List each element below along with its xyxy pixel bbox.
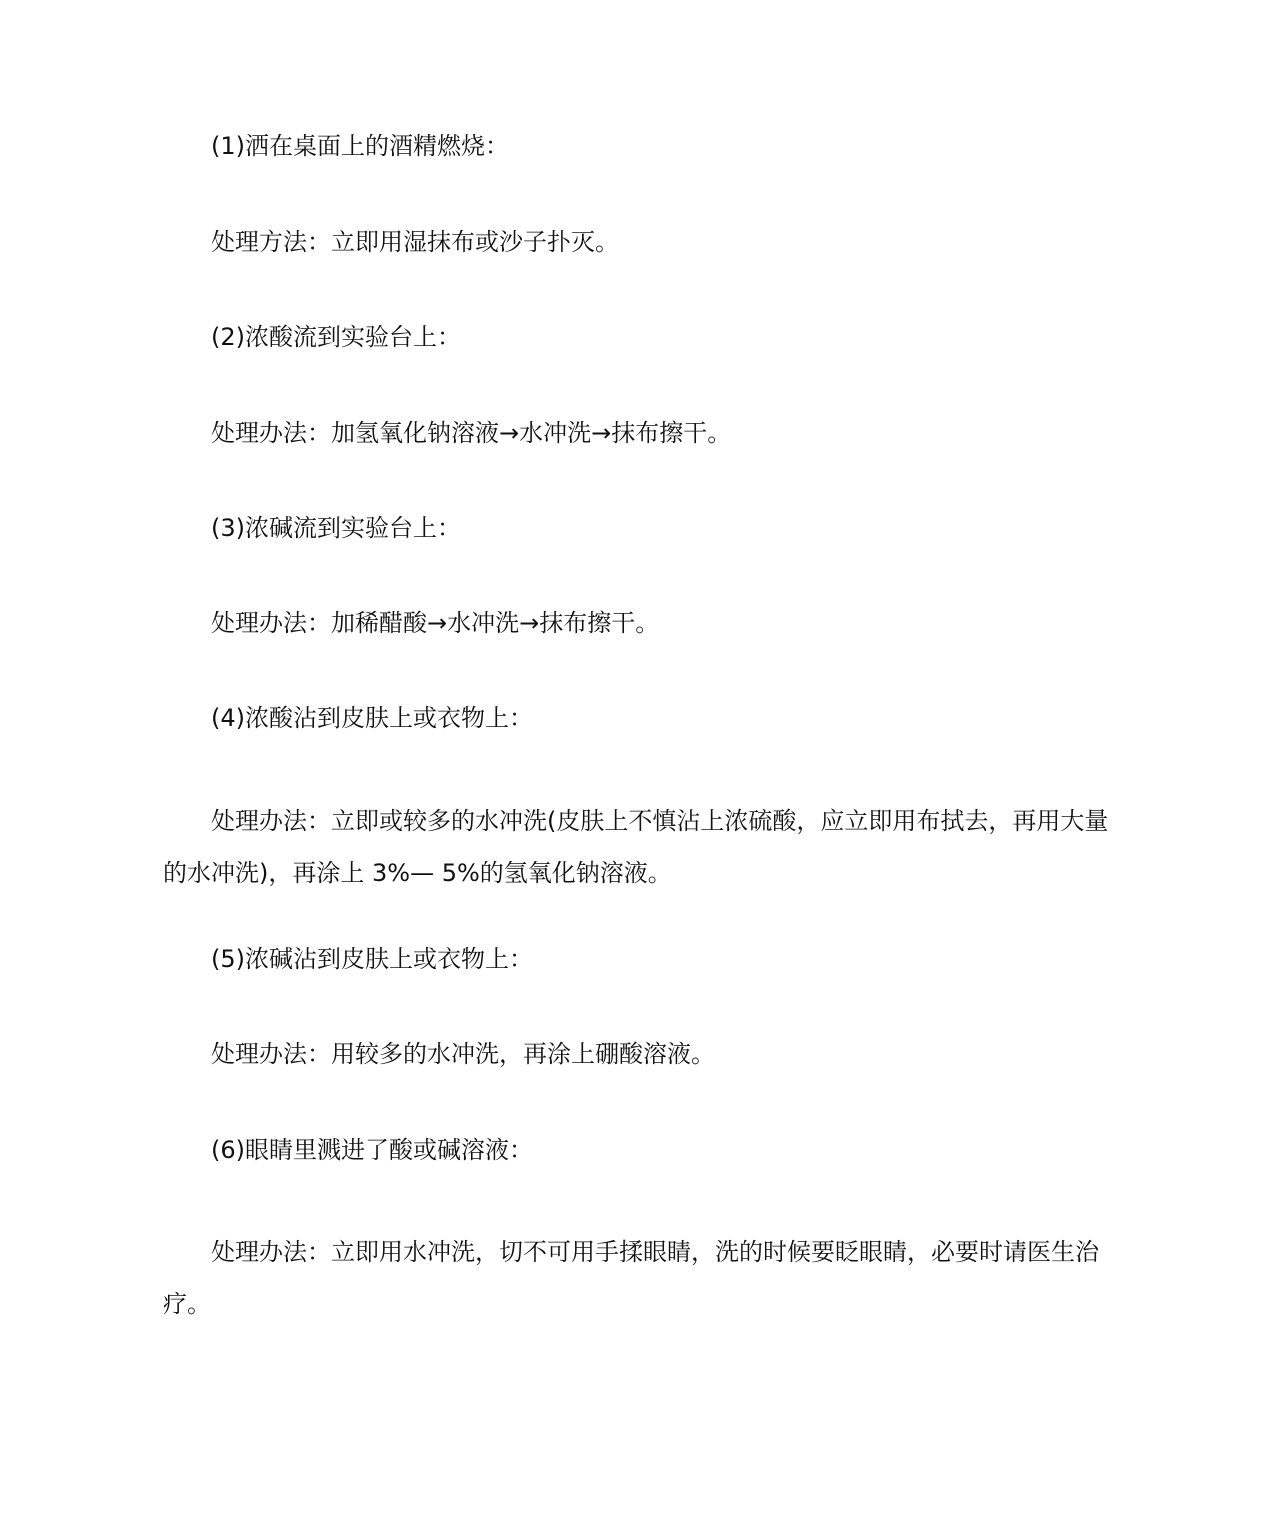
item-5-method: 处理办法：用较多的水冲洗，再涂上硼酸溶液。: [211, 1040, 715, 1068]
item-4-heading: (4)浓酸沾到皮肤上或衣物上：: [211, 704, 533, 732]
item-6-method: 处理办法：立即用水冲洗，切不可用手揉眼睛，洗的时候要眨眼睛，必要时请医生治疗。: [163, 1238, 1099, 1318]
item-1-method: 处理方法：立即用湿抹布或沙子扑灭。: [211, 228, 619, 256]
item-2-heading: (2)浓酸流到实验台上：: [211, 323, 461, 351]
item-6-heading: (6)眼睛里溅进了酸或碱溶液：: [211, 1136, 533, 1164]
item-3-method: 处理办法：加稀醋酸→水冲洗→抹布擦干。: [211, 609, 660, 637]
item-2-method: 处理办法：加氢氧化钠溶液→水冲洗→抹布擦干。: [211, 419, 732, 447]
item-1-heading: (1)洒在桌面上的酒精燃烧：: [211, 132, 509, 160]
item-5-heading: (5)浓碱沾到皮肤上或衣物上：: [211, 945, 533, 973]
item-3-heading: (3)浓碱流到实验台上：: [211, 514, 461, 542]
item-4-method: 处理办法：立即或较多的水冲洗(皮肤上不慎沾上浓硫酸，应立即用布拭去，再用大量的水冲洗)，再涂上 3%— 5%的氢氧化钠溶液。: [163, 807, 1109, 887]
